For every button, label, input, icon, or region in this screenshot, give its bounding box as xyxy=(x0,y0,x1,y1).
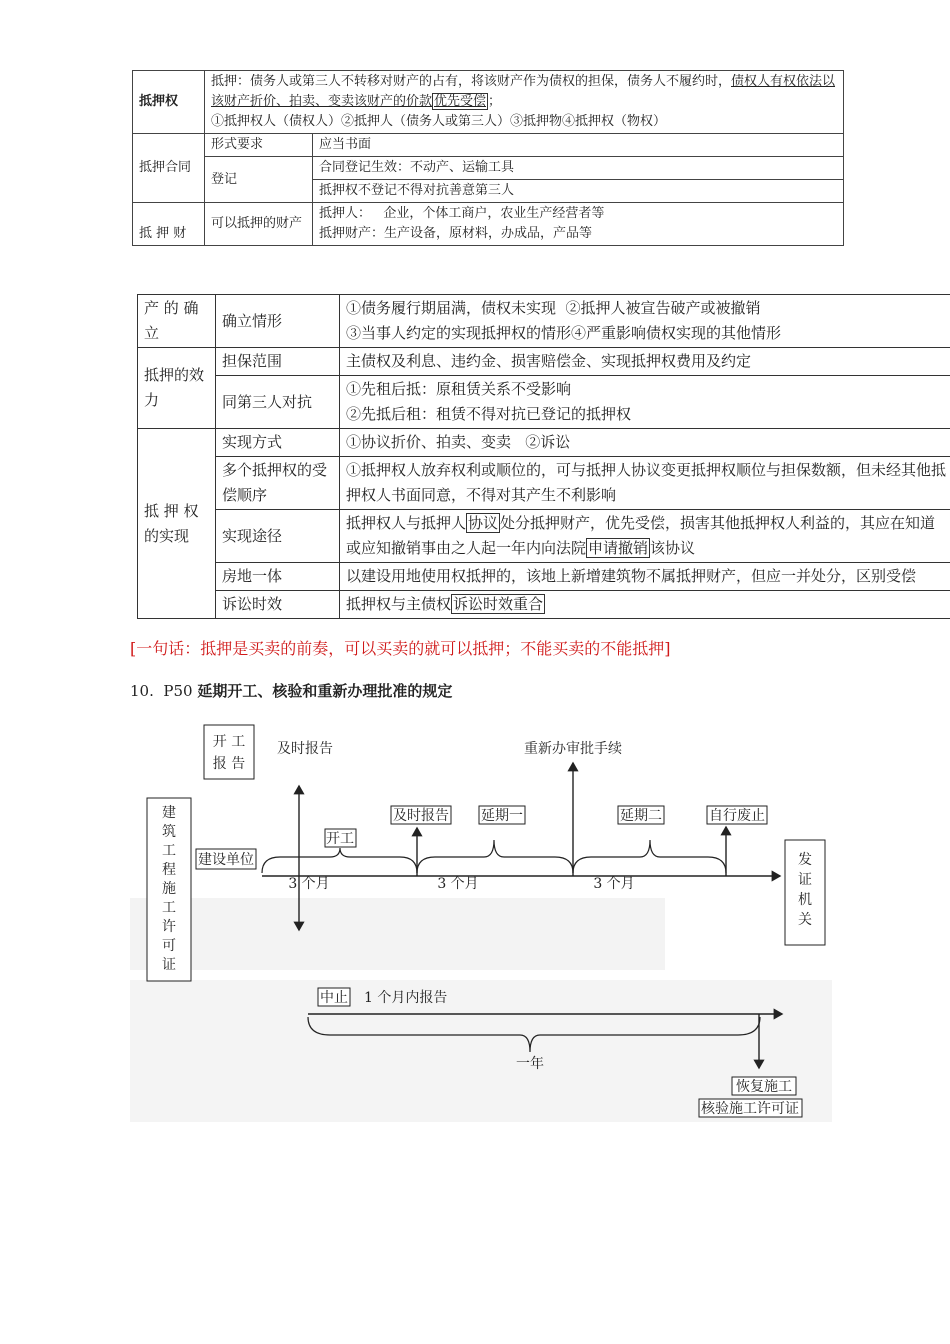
mortgageable-label: 可以抵押的财产 xyxy=(205,203,313,246)
house-value: 以建设用地使用权抵押的，该地上新增建筑物不属抵押财产，但应一并处分，区别受偿 xyxy=(340,563,950,591)
svg-text:建: 建 xyxy=(162,805,176,821)
svg-text:筑: 筑 xyxy=(162,824,176,840)
three-months-2: 3 个月 xyxy=(437,876,479,892)
house-label: 房地一体 xyxy=(216,563,340,591)
svg-text:程: 程 xyxy=(162,862,176,878)
mortgage-parties: ①抵押权人（债权人）②抵押人（债务人或第三人）③抵押物④抵押权（物权） xyxy=(211,114,667,129)
path-value: 抵押权人与抵押人 协议 处分抵押财产，优先受偿，损害其他抵押权人利益的，其应在知道或应知撤销事由之人起一年内向法院 申请撤销 该协议 xyxy=(340,510,950,563)
permit-text xyxy=(162,804,176,973)
brace-1 xyxy=(262,848,417,873)
reapply-label: 重新办审批手续 xyxy=(524,741,622,757)
determine-header: 产 的 确 立 xyxy=(138,295,216,348)
registration-label: 登记 xyxy=(205,157,313,203)
scan-shade xyxy=(130,898,665,970)
start-report-line1: 开 工 xyxy=(212,734,246,750)
ext1-label: 延期一 xyxy=(481,808,523,824)
suspend-label: 中止 xyxy=(320,990,348,1006)
method-label: 实现方式 xyxy=(216,429,340,457)
summary-note: [一句话：抵押是买卖的前奏，可以买卖的就可以抵押；不能买卖的不能抵押] xyxy=(130,639,671,658)
realize-header: 抵 押 权的实现 xyxy=(138,429,216,619)
effect-header: 抵押的效力 xyxy=(138,348,216,429)
registration-value-1: 合同登记生效：不动产、运输工具 xyxy=(313,157,844,180)
ext2-label: 延期二 xyxy=(620,808,662,824)
svg-text:施: 施 xyxy=(162,881,176,897)
registration-value-2: 抵押权不登记不得对抗善意第三人 xyxy=(313,180,844,203)
limitation-value: 抵押权与主债权 诉讼时效重合 xyxy=(340,591,950,619)
property-header: 抵 押 财 xyxy=(133,203,205,246)
scope-value: 主债权及利息、违约金、损害赔偿金、实现抵押权费用及约定 xyxy=(340,348,950,376)
mortgage-right-header: 抵押权 xyxy=(133,71,205,134)
limitation-label: 诉讼时效 xyxy=(216,591,340,619)
svg-text:可: 可 xyxy=(162,938,176,954)
abolish-label: 自行废止 xyxy=(709,808,765,824)
mortgageable-values: 抵押人： 企业，个体工商户，农业生产经营者等 抵押财产：生产设备，原材料，办成品，产品等 xyxy=(313,203,844,246)
build-unit-label: 建设单位 xyxy=(198,852,254,868)
mortgage-definition: 抵押：债务人或第三人不转移对财产的占有，将该财产作为债权的担保，债务人不履约时，债权人有权依法以该财产折价、拍卖、变卖该财产的价款 优先受偿 ； ①抵押权人（债权人）②抵押人（债务人或第三人）③抵押物④抵押权（物权） xyxy=(205,71,844,134)
method-value: ①协议折价、拍卖、变卖 ②诉讼 xyxy=(340,429,950,457)
contract-header: 抵押合同 xyxy=(133,134,205,203)
start-report-line2: 报 告 xyxy=(212,756,246,772)
determine-case-values: ①债务履行期届满，债权未实现 ②抵押人被宣告破产或被撤销 ③当事人约定的实现抵押权的情形④严重影响债权实现的其他情形 xyxy=(340,295,950,348)
three-months-3: 3 个月 xyxy=(593,876,635,892)
order-value: ①抵押权人放弃权利或顺位的，可与抵押人协议变更抵押权顺位与担保数额，但未经其他抵押权人书面同意，不得对其产生不利影响 xyxy=(340,457,950,510)
scope-label: 担保范围 xyxy=(216,348,340,376)
svg-text:工: 工 xyxy=(162,900,176,916)
timely-report-label: 及时报告 xyxy=(393,808,449,824)
svg-text:证: 证 xyxy=(162,957,176,973)
three-months-1: 3 个月 xyxy=(288,876,330,892)
kaigong-label: 开工 xyxy=(326,831,354,847)
svg-text:工: 工 xyxy=(162,843,176,859)
svg-text:发: 发 xyxy=(798,852,812,868)
one-year-label: 一年 xyxy=(516,1056,544,1072)
svg-text:关: 关 xyxy=(798,912,812,928)
path-label: 实现途径 xyxy=(216,510,340,563)
form-requirement-value: 应当书面 xyxy=(313,134,844,157)
section-heading: 10. P50 延期开工、核验和重新办理批准的规定 xyxy=(130,682,453,700)
one-month-label: 1 个月内报告 xyxy=(364,990,448,1006)
resume-label: 恢复施工 xyxy=(736,1079,792,1095)
third-party-label: 同第三人对抗 xyxy=(216,376,340,429)
svg-text:许: 许 xyxy=(162,919,176,935)
brace-2 xyxy=(417,840,573,873)
determine-case-label: 确立情形 xyxy=(216,295,340,348)
order-label: 多个抵押权的受偿顺序 xyxy=(216,457,340,510)
brace-3 xyxy=(573,840,726,873)
svg-text:证: 证 xyxy=(798,872,812,888)
svg-text:机: 机 xyxy=(798,892,812,908)
form-requirement-label: 形式要求 xyxy=(205,134,313,157)
timely-report-top: 及时报告 xyxy=(277,741,333,757)
third-party-values: ①先租后抵：原租赁关系不受影响 ②先抵后租：租赁不得对抗已登记的抵押权 xyxy=(340,376,950,429)
verify-label: 核验施工许可证 xyxy=(701,1101,799,1117)
